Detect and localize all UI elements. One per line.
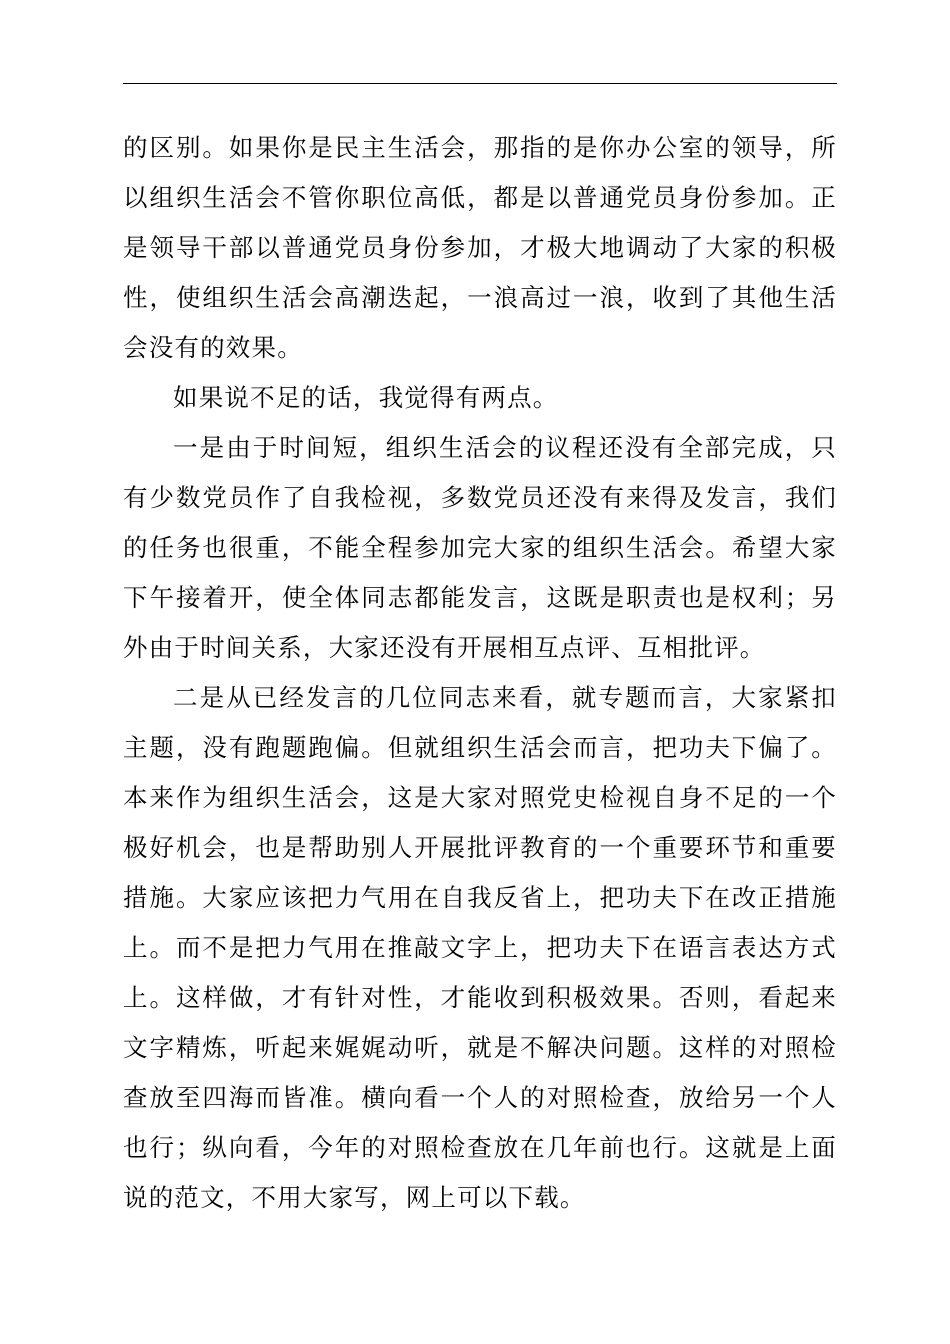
document-body: [123, 123, 837, 1223]
paragraph-point-two: 二是从已经发言的几位同志来看，就专题而言，大家紧扣主题，没有跑题跑偏。但就组织生活会而言，把功夫下偏了。本来作为组织生活会，这是大家对照党史检视自身不足的一个极好机会，也是帮助别人开展批评教育的一个重要环节和重要措施。大家应该把力气用在自我反省上，把功夫下在改正措施上。而不是把力气用在推敲文字上，把功夫下在语言表达方式上。这样做，才有针对性，才能收到积极效果。否则，看起来文字精炼，听起来娓娓动听，就是不解决问题。这样的对照检查放至四海而皆准。横向看一个人的对照检查，放给另一个人也行；纵向看，今年的对照检查放在几年前也行。这就是上面说的范文，不用大家写，网上可以下载。: [123, 683, 837, 1212]
paragraph-continuation: 的区别。如果你是民主生活会，那指的是你办公室的领导，所以组织生活会不管你职位高低，都是以普通党员身份参加。正是领导干部以普通党员身份参加，才极大地调动了大家的积极性，使组织生活会高潮迭起，一浪高过一浪，收到了其他生活会没有的效果。: [123, 133, 837, 362]
paragraph-point-one: 一是由于时间短，组织生活会的议程还没有全部完成，只有少数党员作了自我检视，多数党员还没有来得及发言，我们的任务也很重，不能全程参加完大家的组织生活会。希望大家下午接着开，使全体同志都能发言，这既是职责也是权利；另外由于时间关系，大家还没有开展相互点评、互相批评。: [123, 433, 837, 662]
paragraph-shortcomings-intro: 如果说不足的话，我觉得有两点。: [173, 383, 559, 412]
header-rule: [123, 83, 837, 84]
